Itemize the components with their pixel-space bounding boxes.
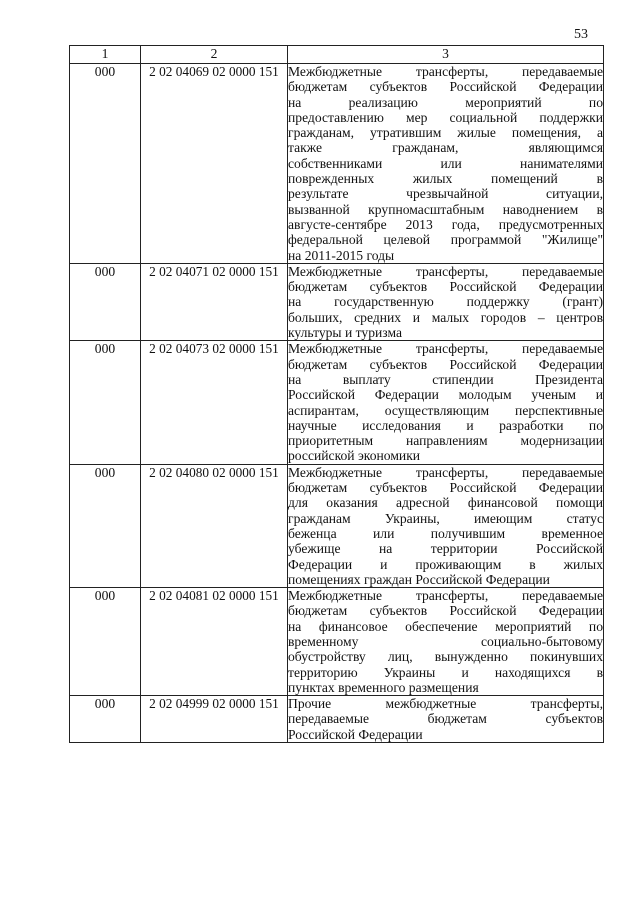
description-line: бюджетам субъектов Российской Федерации <box>288 356 603 372</box>
table-row <box>70 464 604 587</box>
description-line: для оказания адресной финансовой помощи <box>288 495 603 511</box>
admin-code-cell: 000 <box>70 263 141 340</box>
description-cell <box>288 464 604 587</box>
description-cell <box>288 64 604 264</box>
description-cell <box>288 341 604 464</box>
description-line: на 2011-2015 годы <box>288 247 395 263</box>
description-line: убежище на территории Российской <box>288 541 603 557</box>
budget-code-cell: 2 02 04081 02 0000 151 <box>141 588 288 696</box>
description-line: передаваемые бюджетам субъектов <box>288 711 603 727</box>
table-row <box>70 64 604 264</box>
description-line: гражданам Украины, имеющим статус <box>288 510 603 526</box>
table-row <box>70 263 604 340</box>
description-line: культуры и туризма <box>288 325 402 341</box>
description-line: вызванной крупномасштабным наводнением в <box>288 201 603 217</box>
description-line: поврежденных жилых помещений в <box>288 171 603 187</box>
description-line: Прочие межбюджетные трансферты, <box>288 696 603 712</box>
description-line: российской экономики <box>288 448 421 464</box>
table-row <box>70 696 604 743</box>
description-line: также гражданам, являющимся <box>288 140 603 156</box>
description-line: федеральной целевой программой "Жилище" <box>288 232 603 248</box>
admin-code-cell: 000 <box>70 464 141 587</box>
description-cell <box>288 263 604 340</box>
description-line: на финансовое обеспечение мероприятий по <box>288 618 603 634</box>
description-line: предоставлению мер социальной поддержки <box>288 109 603 125</box>
description-line: бюджетам субъектов Российской Федерации <box>288 279 603 295</box>
description-line: Российской Федерации <box>288 726 423 742</box>
description-line: Межбюджетные трансферты, передаваемые <box>288 64 603 79</box>
admin-code-cell: 000 <box>70 341 141 464</box>
description-line: Федерации и проживающим в жилых <box>288 556 603 572</box>
description-cell <box>288 588 604 696</box>
description-line: бюджетам субъектов Российской Федерации <box>288 480 603 496</box>
description-line: бюджетам субъектов Российской Федерации <box>288 79 603 95</box>
description-line: Российской Федерации молодым ученым и <box>288 387 603 403</box>
admin-code-cell: 000 <box>70 588 141 696</box>
description-line: приоритетным направлениям модернизации <box>288 433 603 449</box>
description-cell <box>288 696 604 743</box>
budget-code-cell: 2 02 04073 02 0000 151 <box>141 341 288 464</box>
description-line: результате чрезвычайной ситуации, <box>288 186 603 202</box>
budget-code-cell: 2 02 04999 02 0000 151 <box>141 696 288 743</box>
description-line: больших, средних и малых городов – центров <box>288 309 603 325</box>
description-line: на государственную поддержку (грант) <box>288 294 603 310</box>
column-header-1: 1 <box>70 46 141 64</box>
description-line: временному социально-бытовому <box>288 633 603 649</box>
description-line: научные исследования и разработки по <box>288 417 603 433</box>
table-row <box>70 341 604 464</box>
description-line: собственниками или нанимателями <box>288 155 603 171</box>
description-line: Межбюджетные трансферты, передаваемые <box>288 588 603 604</box>
description-line: территорию Украины и находящихся в <box>288 664 603 680</box>
description-line: гражданам, утратившим жилые помещения, а <box>288 125 603 141</box>
description-line: августе-сентябре 2013 года, предусмотренных <box>288 216 603 232</box>
budget-classification-table <box>69 45 604 743</box>
description-line: обустройству лиц, вынужденно покинувших <box>288 649 603 665</box>
table-header-row <box>70 46 604 64</box>
description-line: аспирантам, осуществляющим перспективные <box>288 402 603 418</box>
budget-code-cell: 2 02 04080 02 0000 151 <box>141 464 288 587</box>
budget-code-cell: 2 02 04071 02 0000 151 <box>141 263 288 340</box>
description-line: беженца или получившим временное <box>288 525 603 541</box>
description-line: Межбюджетные трансферты, передаваемые <box>288 341 603 357</box>
budget-code-cell: 2 02 04069 02 0000 151 <box>141 64 288 264</box>
column-header-2: 2 <box>141 46 288 64</box>
description-line: Межбюджетные трансферты, передаваемые <box>288 464 603 480</box>
description-line: Межбюджетные трансферты, передаваемые <box>288 263 603 279</box>
description-line: бюджетам субъектов Российской Федерации <box>288 603 603 619</box>
admin-code-cell: 000 <box>70 696 141 743</box>
table-body <box>70 64 604 743</box>
description-line: на выплату стипендии Президента <box>288 371 603 387</box>
description-line: пунктах временного размещения <box>288 679 479 695</box>
description-line: помещениях граждан Российской Федерации <box>288 571 550 587</box>
description-line: на реализацию мероприятий по <box>288 94 603 110</box>
admin-code-cell: 000 <box>70 64 141 264</box>
page-number: 53 <box>574 27 588 42</box>
column-header-3: 3 <box>288 46 604 64</box>
table-row <box>70 588 604 696</box>
